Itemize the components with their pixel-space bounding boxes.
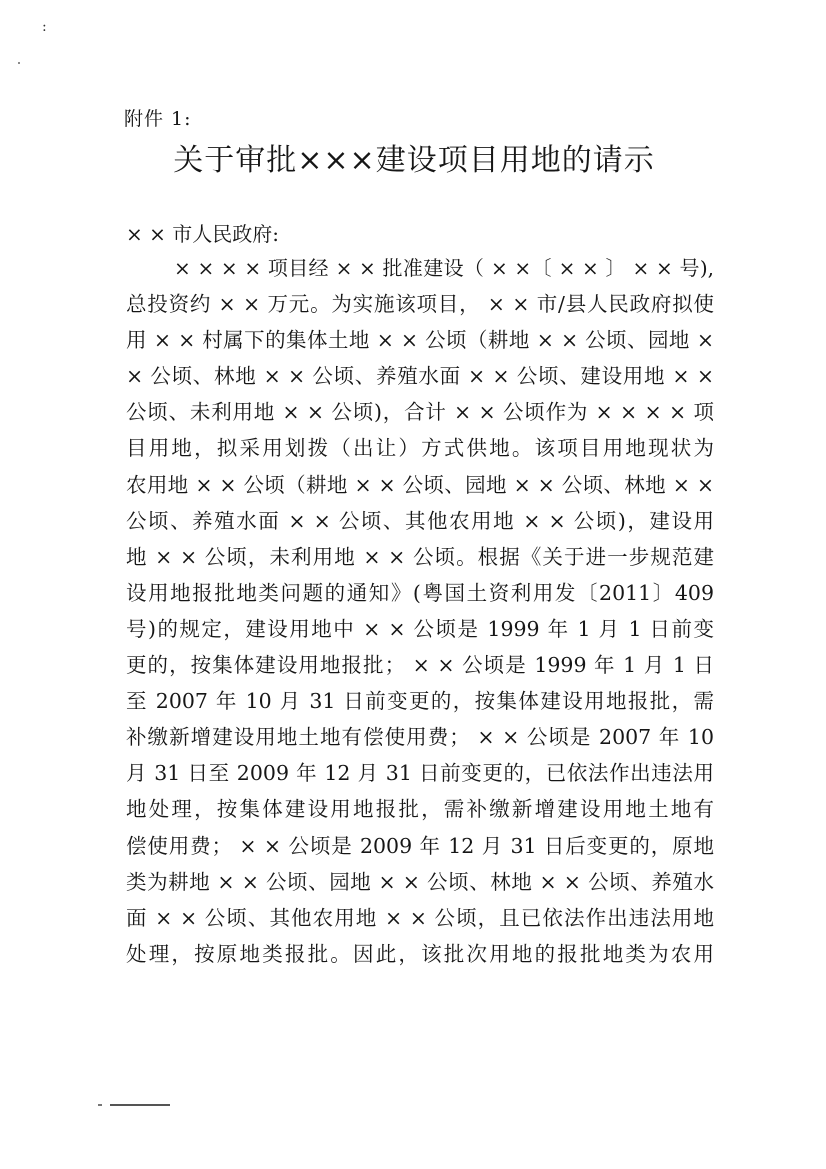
body-line: 目用地，拟采用划拨（出让）方式供地。该项目用地现状为 xyxy=(126,436,714,461)
body-line: 面 × × 公顷、其他农用地 × × 公顷，且已依法作出违法用地 xyxy=(126,905,714,930)
body-line: 偿使用费； × × 公顷是 2009 年 12 月 31 日后变更的，原地 xyxy=(126,833,714,858)
scan-artifact-mark: : xyxy=(42,19,47,35)
body-line: 公顷、未利用地 × × 公顷)，合计 × × 公顷作为 × × × × 项 xyxy=(126,400,714,425)
body-line: 地处理，按集体建设用地报批，需补缴新增建设用地土地有 xyxy=(126,797,714,822)
body-line: 总投资约 × × 万元。为实施该项目， × × 市/县人民政府拟使 xyxy=(126,292,714,317)
body-line: 补缴新增建设用地土地有偿使用费； × × 公顷是 2007 年 10 xyxy=(126,725,714,750)
body-line: 至 2007 年 10 月 31 日前变更的，按集体建设用地报批，需 xyxy=(126,689,714,714)
body-line: 处理，按原地类报批。因此，该批次用地的报批地类为农用 xyxy=(126,941,714,966)
body-line: × 公顷、林地 × × 公顷、养殖水面 × × 公顷、建设用地 × × xyxy=(126,364,714,389)
body-line: 用 × × 村属下的集体土地 × × 公顷（耕地 × × 公顷、园地 × xyxy=(126,328,714,353)
attachment-label: 附件 1: xyxy=(124,108,192,130)
body-text xyxy=(126,250,714,972)
body-line: 号)的规定，建设用地中 × × 公顷是 1999 年 1 月 1 日前变 xyxy=(126,616,714,641)
addressee: × × 市人民政府: xyxy=(126,222,279,246)
body-line: 设用地报批地类问题的通知》(粤国土资利用发〔2011〕409 xyxy=(126,580,714,605)
body-line: 农用地 × × 公顷（耕地 × × 公顷、园地 × × 公顷、林地 × × xyxy=(126,472,714,497)
body-line: 公顷、养殖水面 × × 公顷、其他农用地 × × 公顷)，建设用 xyxy=(126,508,714,533)
body-line: 月 31 日至 2009 年 12 月 31 日前变更的，已依法作出违法用 xyxy=(126,761,714,786)
body-line: 类为耕地 × × 公顷、园地 × × 公顷、林地 × × 公顷、养殖水 xyxy=(126,869,714,894)
body-line: 更的，按集体建设用地报批； × × 公顷是 1999 年 1 月 1 日 xyxy=(126,653,714,678)
document-title: 关于审批×××建设项目用地的请示 xyxy=(173,143,655,178)
body-line: 地 × × 公顷，未利用地 × × 公顷。根据《关于进一步规范建 xyxy=(126,544,714,569)
scan-artifact-dot xyxy=(18,62,20,64)
scan-artifact-dot xyxy=(98,1104,102,1106)
body-line: × × × × 项目经 × × 批准建设（ × ×〔 × × 〕 × × 号), xyxy=(174,256,714,280)
scan-artifact-line xyxy=(110,1104,170,1106)
